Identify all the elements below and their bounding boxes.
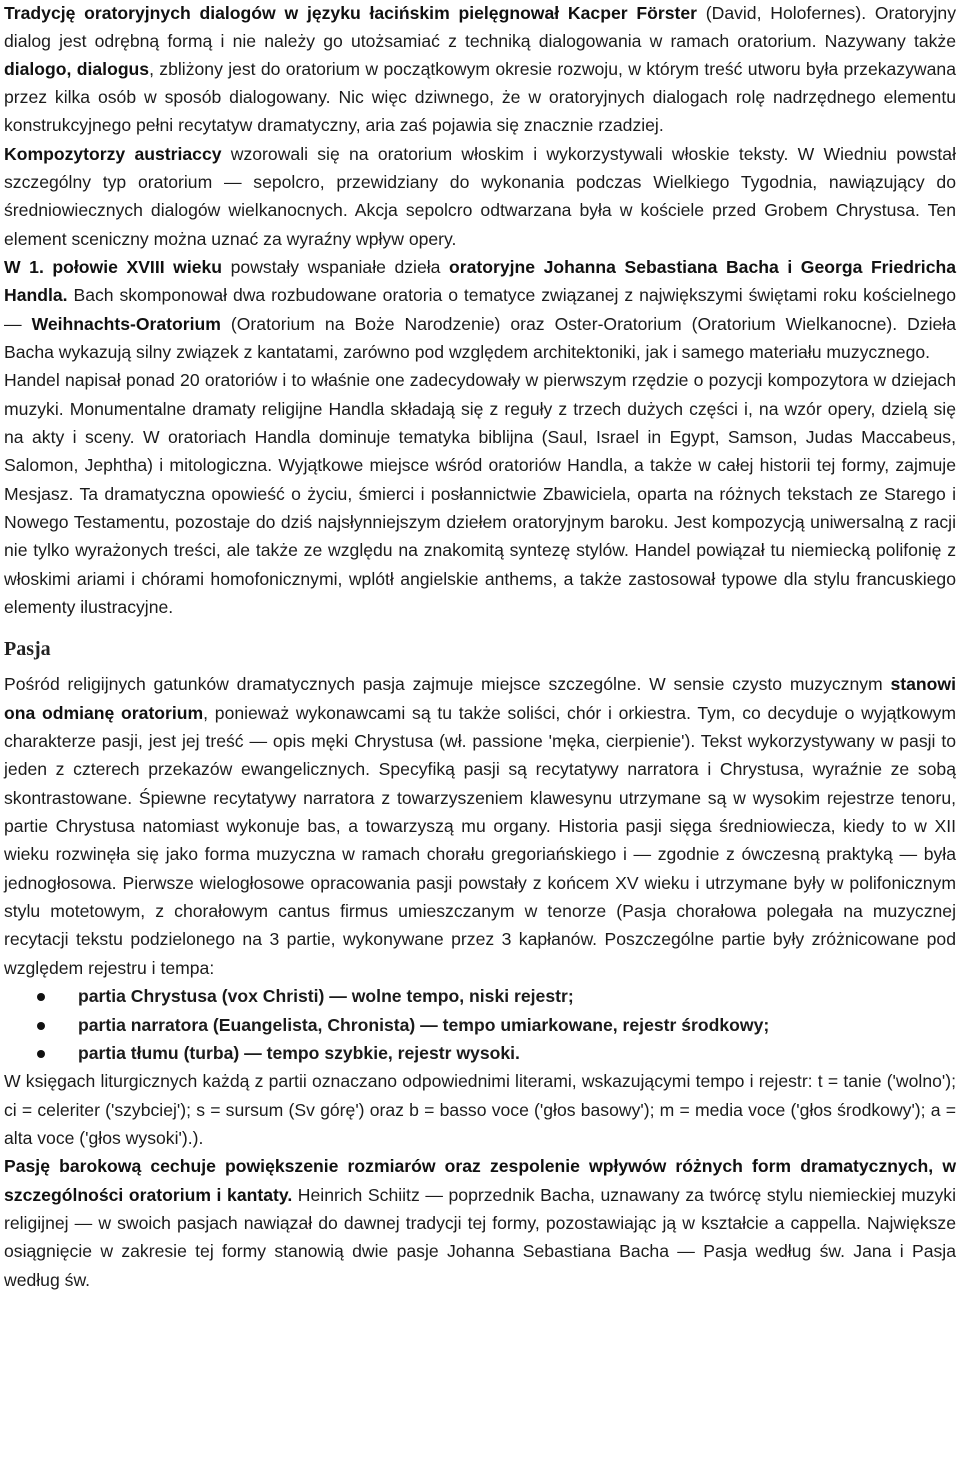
text-run: Heinrich Schiitz — poprzednik Bacha, uznawany za twórcę stylu niemieckiej muzyki religijnej — w swoich pasjach nawiązał do dawnej tradycji tej formy, pozostawiając ją w kształcie a cappella. Największe osiągnięcie w zakresie tej formy stanowią dwie pasje Johanna Sebastiana Bacha — Pasja według św. Jana i Pasja według św. [4, 1184, 956, 1290]
text-run: powstały wspaniałe dzieła [222, 256, 449, 277]
bullet-icon [37, 1022, 45, 1030]
bold-text-run: dialogo, dialogus [4, 58, 150, 79]
paragraph-bach-handel [4, 253, 956, 366]
text-run: wzorowali się na oratorium włoskim i wykorzystywali włoskie teksty. W Wiedniu powstał szczególny typ oratorium — sepolcro, przewidziany do wykonania podczas Wielkiego Tygodnia, nawiązujący do średniowiecznych dialogów wielkanocnych. Akcja sepolcro odtwarzana była w kościele przed Grobem Chrystusa. Ten element sceniczny można uznać za wyraźny wpływ opery. [4, 143, 956, 249]
paragraph-austrian-composers [4, 140, 956, 253]
list-item [4, 1039, 956, 1067]
text-run: (David, Holofernes). Oratoryjny dialog jest odrębną formą i nie należy go utożsamiać z techniką dialogowania w ramach oratorium. Nazywany także [4, 3, 956, 51]
list-item [4, 1011, 956, 1039]
section-heading-pasja: Pasja [4, 638, 51, 661]
bullet-icon [37, 1050, 45, 1058]
bullet-icon [37, 993, 45, 1001]
bold-text-run: oratoryjne Johanna Sebastiana Bacha i Georga Friedricha Handla. [4, 256, 957, 306]
list-item [4, 982, 956, 1010]
paragraph-baroque-passion [4, 1152, 956, 1294]
list-item-text: partia narratora (Euangelista, Chronista) — tempo umiarkowane, rejestr środkowy; [78, 1014, 770, 1035]
paragraph-pasja [4, 670, 956, 982]
text-run: , zbliżony jest do oratorium w początkowym okresie rozwoju, w którym treść utworu była przekazywana przez kilka osób w sposób dialogowany. Nic więc dziwnego, że w oratoryjnych dialogach rolę nadrzędnego elementu konstrukcyjnego pełni recytatyw dramatyczny, aria zaś pojawia się znacznie rzadziej. [4, 58, 956, 135]
text-run: Pośród religijnych gatunków dramatycznych pasja zajmuje miejsce szczególne. W sensie czysto muzycznym [4, 674, 891, 695]
text-run: Handel napisał ponad 20 oratoriów i to właśnie one zadecydowały w pierwszym rzędzie o pozycji kompozytora w dziejach muzyki. Monumentalne dramaty religijne Handla składają się z reguły z trzech dużych części i, na wzór opery, dzielą się na akty i sceny. W oratoriach Handla dominuje tematyka biblijna (Saul, Israel in Egypt, Samson, Judas Maccabeus, Salomon, Jephtha) i mitologiczna. Wyjątkowe miejsce wśród oratoriów Handla, a także w całej historii tej formy, zajmuje Mesjasz. Ta dramatyczna opowieść o życiu, śmierci i posłannictwie Zbawiciela, oparta na różnych tekstach ze Starego i Nowego Testamentu, pozostaje do dziś najsłynniejszym dziełem oratoryjnym baroku. Jest kompozycją uniwersalną z racji nie tylko wyrażonych treści, ale także ze względu na znakomitą syntezę stylów. Handel powiązał tu niemiecką polifonię z włoskimi ariami i chórami homofonicznymi, wplótł angielskie anthems, a także zastosował typowe dla stylu francuskiego elementy ilustracyjne. [4, 370, 956, 618]
bold-text-run: W 1. połowie XVIII wieku [4, 256, 223, 277]
text-run: W księgach liturgicznych każdą z partii oznaczano odpowiednimi literami, wskazującymi tempo i rejestr: t = tanie ('wolno'); ci = celeriter ('szybciej'); s = sursum (Sv górę') oraz b = basso voce ('głos basowy'); m = media voce ('głos środkowy'); a = alta voce ('głos wysoki').). [4, 1071, 956, 1148]
paragraph-handel [4, 366, 956, 621]
text-run: (Oratorium na Boże Narodzenie) oraz Oster-Oratorium (Oratorium Wielkanocne). Dzieła Bacha wykazują silny związek z kantatami, zarówno pod względem architektoniki, jak i samego materiału muzycznego. [4, 313, 957, 362]
bold-text-run: Tradycję oratoryjnych dialogów w języku łacińskim pielęgnował Kacper Förster [4, 3, 697, 23]
bold-text-run: Weihnachts-Oratorium [31, 313, 221, 334]
bold-text-run: Kompozytorzy austriaccy [4, 143, 222, 164]
text-run: , ponieważ wykonawcami są tu także soliści, chór i orkiestra. Tym, co decyduje o wyjątkowym charakterze pasji, jest jej treść — opis męki Chrystusa (wł. passione 'męka, cierpienie'). Tekst wykorzystywany w pasji to jeden z czterech przekazów ewangelicznych. Specyfiką pasji są recytatywy narratora i Chrystusa, wyraźnie ze sobą skontrastowane. Śpiewne recytatywy narratora z towarzyszeniem klawesynu utrzymane są w wysokim rejestrze tenoru, partie Chrystusa natomiast wykonuje bas, a towarzyszą mu organy. Historia pasji sięga średniowiecza, kiedy to w XII wieku rozwinęła się jako forma muzyczna w ramach chorału gregoriańskiego i — zgodnie z ówczesną praktyką — była jednogłosowa. Pierwsze wielogłosowe opracowania pasji powstały z końcem XV wieku i utrzymane były w polifonicznym stylu motetowym, z chorałowym cantus firmus umieszczanym w tenorze (Pasja chorałowa polegała na muzycznej recytacji tekstu podzielonego na 3 partie, wykonywane przez 3 kapłanów. Poszczególne partie były zróżnicowane pod względem rejestru i tempa: [4, 702, 956, 978]
bold-text-run: Pasję barokową cechuje powiększenie rozmiarów oraz zespolenie wpływów różnych form dramatycznych, w szczególności oratorium i kantaty. [4, 1156, 956, 1205]
document-page [4, 0, 956, 1294]
paragraph-dialogus [4, 0, 956, 140]
list-item-text: partia tłumu (turba) — tempo szybkie, rejestr wysoki. [78, 1042, 520, 1063]
bold-text-run: stanowi ona odmianę oratorium [4, 674, 956, 723]
text-run: Bach skomponował dwa rozbudowane oratoria o tematyce związanej z największymi świętami roku kościelnego — [4, 285, 956, 334]
paragraph-liturgical-books [4, 1067, 956, 1152]
list-item-text: partia Chrystusa (vox Christi) — wolne tempo, niski rejestr; [78, 986, 574, 1007]
bullet-list-parts [4, 982, 956, 1067]
